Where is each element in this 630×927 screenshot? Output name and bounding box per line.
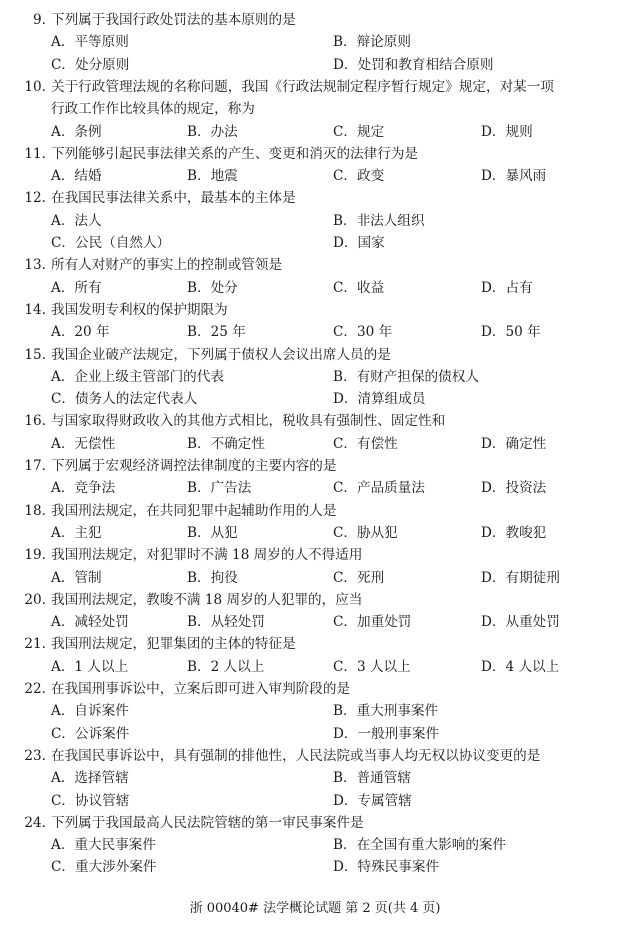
page-footer: 浙 00040# 法学概论试题 第 2 页(共 4 页) [189, 901, 441, 916]
answer-option: A．竞争法 [51, 480, 116, 497]
answer-option: D．从重处罚 [481, 614, 560, 631]
answer-option: A．平等原则 [51, 34, 129, 51]
question-number: 23. [24, 747, 46, 764]
answer-option: A．无偿性 [51, 435, 116, 452]
answer-option: D．投资法 [481, 480, 547, 497]
question-number: 11. [24, 145, 46, 162]
answer-option: A．条例 [51, 123, 102, 140]
answer-option: C．重大涉外案件 [51, 859, 157, 876]
answer-option: B．办法 [187, 123, 238, 140]
answer-option: C．处分原则 [51, 56, 130, 73]
answer-option: C．30 年 [333, 324, 393, 341]
answer-option: B．普通管辖 [333, 770, 411, 787]
answer-option: C．规定 [333, 123, 385, 140]
question-number: 24. [24, 814, 46, 831]
answer-option: D．暴风雨 [481, 168, 547, 185]
answer-option: A．1 人以上 [51, 658, 129, 675]
answer-option: D．50 年 [481, 324, 541, 341]
answer-option: D．4 人以上 [481, 658, 560, 675]
answer-option: D．处罚和教育相结合原则 [333, 56, 494, 73]
answer-option: D．教唆犯 [481, 524, 547, 541]
question-number: 17. [24, 458, 46, 474]
answer-option: D．规则 [481, 123, 533, 140]
question-number: 14. [24, 301, 46, 318]
answer-option: A．选择管辖 [51, 770, 129, 787]
question-number: 12. [24, 190, 46, 207]
question-number: 22. [24, 681, 46, 697]
answer-option: B．地震 [187, 168, 238, 185]
answer-option: B．2 人以上 [187, 658, 265, 675]
answer-option: D．专属管辖 [333, 792, 412, 809]
answer-option: A．所有 [51, 279, 102, 296]
answer-option: A．企业上级主管部门的代表 [51, 368, 224, 385]
answer-option: B．拘役 [187, 569, 238, 586]
answer-option: C．3 人以上 [333, 658, 411, 675]
answer-option: A．结婚 [51, 168, 102, 185]
answer-option: B．广告法 [187, 480, 252, 497]
question-number: 9. [33, 12, 46, 28]
question-number: 10. [24, 78, 46, 95]
question-number: 21. [24, 636, 46, 653]
answer-option: A．法人 [51, 212, 102, 229]
answer-option: B．在全国有重大影响的案件 [333, 837, 507, 854]
question-text: 关于行政管理法规的名称问题，我国《行政法规制定程序暂行规定》规定，对某一项 [51, 78, 554, 95]
answer-option: C．加重处罚 [333, 614, 412, 631]
question-number: 15. [24, 346, 46, 363]
question-text: 我国刑法规定，犯罪集团的主体的特征是 [51, 636, 296, 653]
answer-option: C．公民（自然人） [51, 235, 171, 251]
question-text: 我国刑法规定，对犯罪时不满 18 周岁的人不得适用 [51, 547, 363, 564]
answer-option: B．有财产担保的债权人 [333, 368, 479, 385]
question-text: 在我国刑事诉讼中，立案后即可进入审判阶段的是 [51, 681, 351, 697]
question-text: 我国刑法规定，教唆不满 18 周岁的人犯罪的，应当 [51, 591, 363, 608]
question-text: 我国刑法规定，在共同犯罪中起辅助作用的人是 [51, 502, 337, 519]
question-number: 19. [24, 547, 46, 564]
question-number: 13. [24, 257, 46, 274]
answer-option: D．一般刑事案件 [333, 725, 440, 742]
answer-option: D．占有 [481, 279, 533, 296]
answer-option: D．特殊民事案件 [333, 859, 440, 876]
answer-option: A．自诉案件 [51, 703, 129, 720]
answer-option: C．债务人的法定代表人 [51, 391, 198, 408]
answer-option: C．收益 [333, 279, 385, 296]
answer-option: B．辩论原则 [333, 34, 411, 51]
question-text: 在我国民事诉讼中，具有强制的排他性，人民法院或当事人均无权以协议变更的是 [51, 747, 541, 764]
answer-option: B．非法人组织 [333, 212, 425, 229]
answer-option: D．有期徒刑 [481, 569, 560, 586]
answer-option: D．国家 [333, 235, 385, 251]
question-number: 18. [24, 502, 46, 519]
answer-option: C．协议管辖 [51, 792, 130, 809]
question-number: 16. [24, 413, 46, 430]
question-text: 我国发明专利权的保护期限为 [51, 301, 228, 318]
answer-option: C．死刑 [333, 569, 385, 586]
answer-option: B．重大刑事案件 [333, 703, 439, 720]
answer-option: C．胁从犯 [333, 524, 398, 541]
question-text: 下列属于我国最高人民法院管辖的第一审民事案件是 [51, 814, 364, 831]
answer-option: B．从轻处罚 [187, 614, 265, 631]
question-text: 下列属于我国行政处罚法的基本原则的是 [51, 12, 296, 28]
answer-option: B．25 年 [187, 324, 246, 341]
answer-option: B．处分 [187, 279, 238, 296]
answer-option: A．主犯 [51, 524, 102, 541]
answer-option: B．从犯 [187, 524, 238, 541]
answer-option: C．有偿性 [333, 435, 398, 452]
question-text: 所有人对财产的事实上的控制或管领是 [51, 257, 283, 274]
answer-option: A．20 年 [51, 324, 110, 341]
answer-option: B．不确定性 [187, 435, 265, 452]
answer-option: D．清算组成员 [333, 391, 426, 408]
answer-option: D．确定性 [481, 435, 547, 452]
answer-option: C．政变 [333, 168, 385, 185]
question-text: 行政工作作比较具体的规定，称为 [51, 101, 255, 118]
answer-option: C．产品质量法 [333, 480, 425, 497]
question-text: 下列能够引起民事法律关系的产生、变更和消灭的法律行为是 [51, 145, 419, 162]
answer-option: A．重大民事案件 [51, 837, 156, 854]
question-text: 与国家取得财政收入的其他方式相比，税收具有强制性、固定性和 [51, 413, 446, 430]
question-text: 我国企业破产法规定，下列属于债权人会议出席人员的是 [51, 346, 391, 363]
question-number: 20. [24, 591, 46, 608]
answer-option: C．公诉案件 [51, 725, 130, 742]
question-text: 下列属于宏观经济调控法律制度的主要内容的是 [51, 458, 337, 474]
answer-option: A．管制 [51, 569, 102, 586]
question-text: 在我国民事法律关系中，最基本的主体是 [51, 190, 296, 207]
answer-option: A．减轻处罚 [51, 614, 129, 631]
